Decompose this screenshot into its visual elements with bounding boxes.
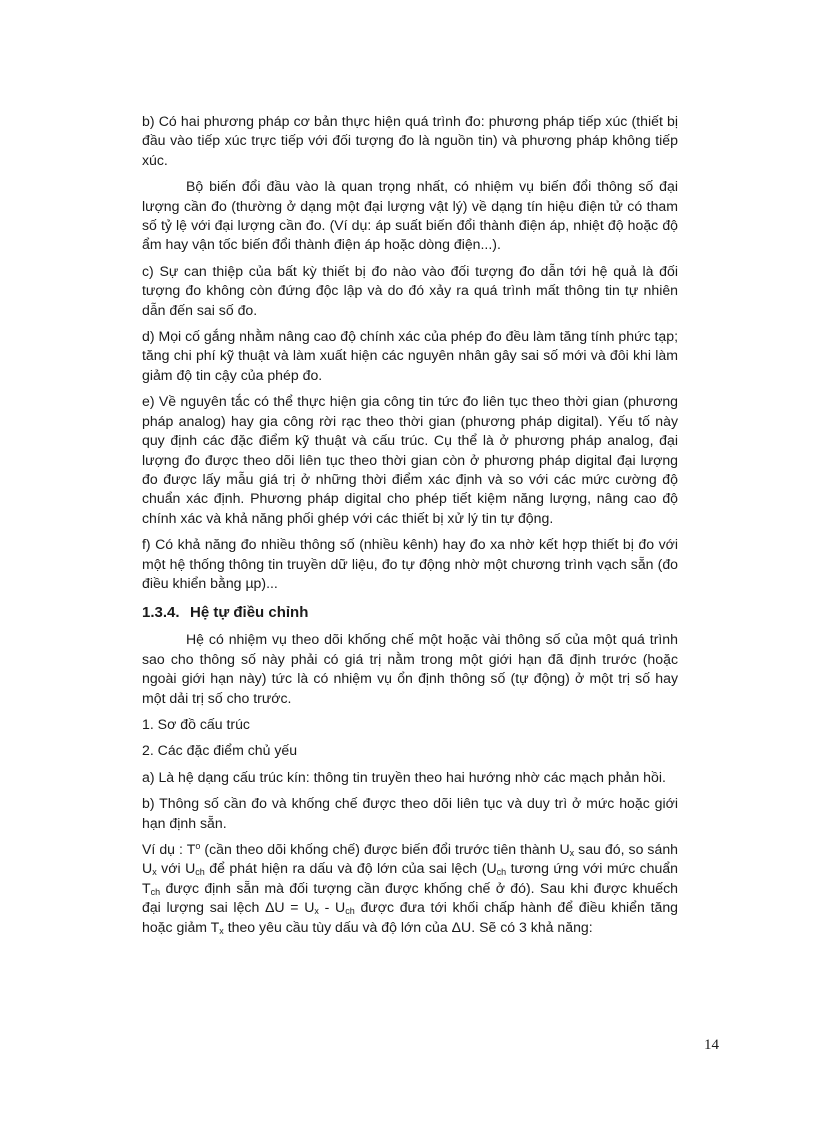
paragraph-f-multichannel: f) Có khả năng đo nhiều thông số (nhiều kênh) hay đo xa nhờ kết hợp thiết bị đo với một hệ thống thông tin truyền dữ liệu, đo tự động nhờ một chương trình vạch sẵn (đo điều khiển bằng µp)... <box>142 536 678 591</box>
paragraph-c-interference: c) Sự can thiệp của bất kỳ thiết bị đo nào vào đối tượng đo dẫn tới hệ quả là đối tượng đo không còn đứng độc lập và do đó xảy ra quá trình mất thông tin tự nhiên dẫn đến sai số đo. <box>142 262 678 318</box>
paragraph-a-closed-loop: a) Là hệ dạng cấu trúc kín: thông tin truyền theo hai hướng nhờ các mạch phản hồi. <box>142 768 666 785</box>
paragraph-input-converter: Bộ biến đổi đầu vào là quan trọng nhất, có nhiệm vụ biến đổi thông số đại lượng cần đo (thường ở dạng một đại lượng vật lý) về dạng tín hiệu điện tử có tham số tỷ lệ với đại lượng cần đo. (Ví dụ: áp suất biến đổi thành điện áp, nhiệt độ hoặc độ ẩm hay vận tốc biến đổi thành điện áp hoặc dòng điện...). <box>142 178 678 253</box>
example-paragraph: Ví dụ : $T^o$ (cần theo dõi khống chế) được biến đổi trước tiên thành $U_x$ sau đó, so sánh $U_x$ với $U_{ch}$ để phát hiện ra dấu và độ lớn của sai lệch ($U_{ch}$ tương ứng với mức chuẩn $T_{ch}$ được định sẵn mà đối tượng cần được khống chế ở đó). Sau khi được khuếch đại lượng sai lệch $\Delta U = U_x - U_{ch}$ được đưa tới khối chấp hành để điều khiển tăng hoặc giảm $T_x$ theo yêu cầu tùy dấu và độ lớn của ΔU. Sẽ có 3 khả năng: <box>142 841 678 936</box>
paragraph-b-contact-methods: b) Có hai phương pháp cơ bản thực hiện quá trình đo: phương pháp tiếp xúc (thiết bị đầu vào tiếp xúc trực tiếp với đối tượng đo là nguồn tin) và phương pháp không tiếp xúc. <box>142 113 678 168</box>
section-title: Hệ tự điều chỉnh <box>190 604 309 622</box>
page-content <box>142 112 678 944</box>
list-item-structure-diagram: 1. Sơ đồ cấu trúc <box>142 715 250 732</box>
page-number: 14 <box>704 1037 719 1053</box>
paragraph-d-accuracy: d) Mọi cố gắng nhằm nâng cao độ chính xác của phép đo đều làm tăng tính phức tạp; tăng chi phí kỹ thuật và làm xuất hiện các nguyên nhân gây sai số mới và đôi khi làm giảm độ tin cậy của phép đo. <box>142 328 678 383</box>
section-intro-paragraph: Hệ có nhiệm vụ theo dõi khống chế một hoặc vài thông số của một quá trình sao cho thông số này phải có giá trị nằm trong một giới hạn đã định trước (hoặc ngoài giới hạn này) tức là có nhiệm vụ ổn định thông số (tự động) ở một trị số hay một dải trị số cho trước. <box>142 631 678 706</box>
paragraph-e-analog-digital: e) Về nguyên tắc có thể thực hiện gia công tin tức đo liên tục theo thời gian (phương pháp analog) hay gia công rời rạc theo thời gian (phương pháp digital). Yếu tố này quy định các đặc điểm kỹ thuật và cấu trúc. Cụ thể là ở phương pháp analog, đại lượng đo được theo dõi liên tục theo thời gian còn ở phương pháp digital đại lượng đo được lấy mẫu giá trị ở những thời điểm xác định và so với các mức cường độ chuẩn xác định. Phương pháp digital cho phép tiết kiệm năng lượng, nâng cao độ chính xác và khả năng phối ghép với các thiết bị xử lý tin tự động. <box>142 393 678 526</box>
section-number: 1.3.4. <box>142 604 180 622</box>
paragraph-b-monitoring: b) Thông số cần đo và khống chế được theo dõi liên tục và duy trì ở mức hoặc giới hạn định sẵn. <box>142 795 678 831</box>
list-item-main-features: 2. Các đặc điểm chủ yếu <box>142 742 298 759</box>
section-heading <box>142 603 678 623</box>
